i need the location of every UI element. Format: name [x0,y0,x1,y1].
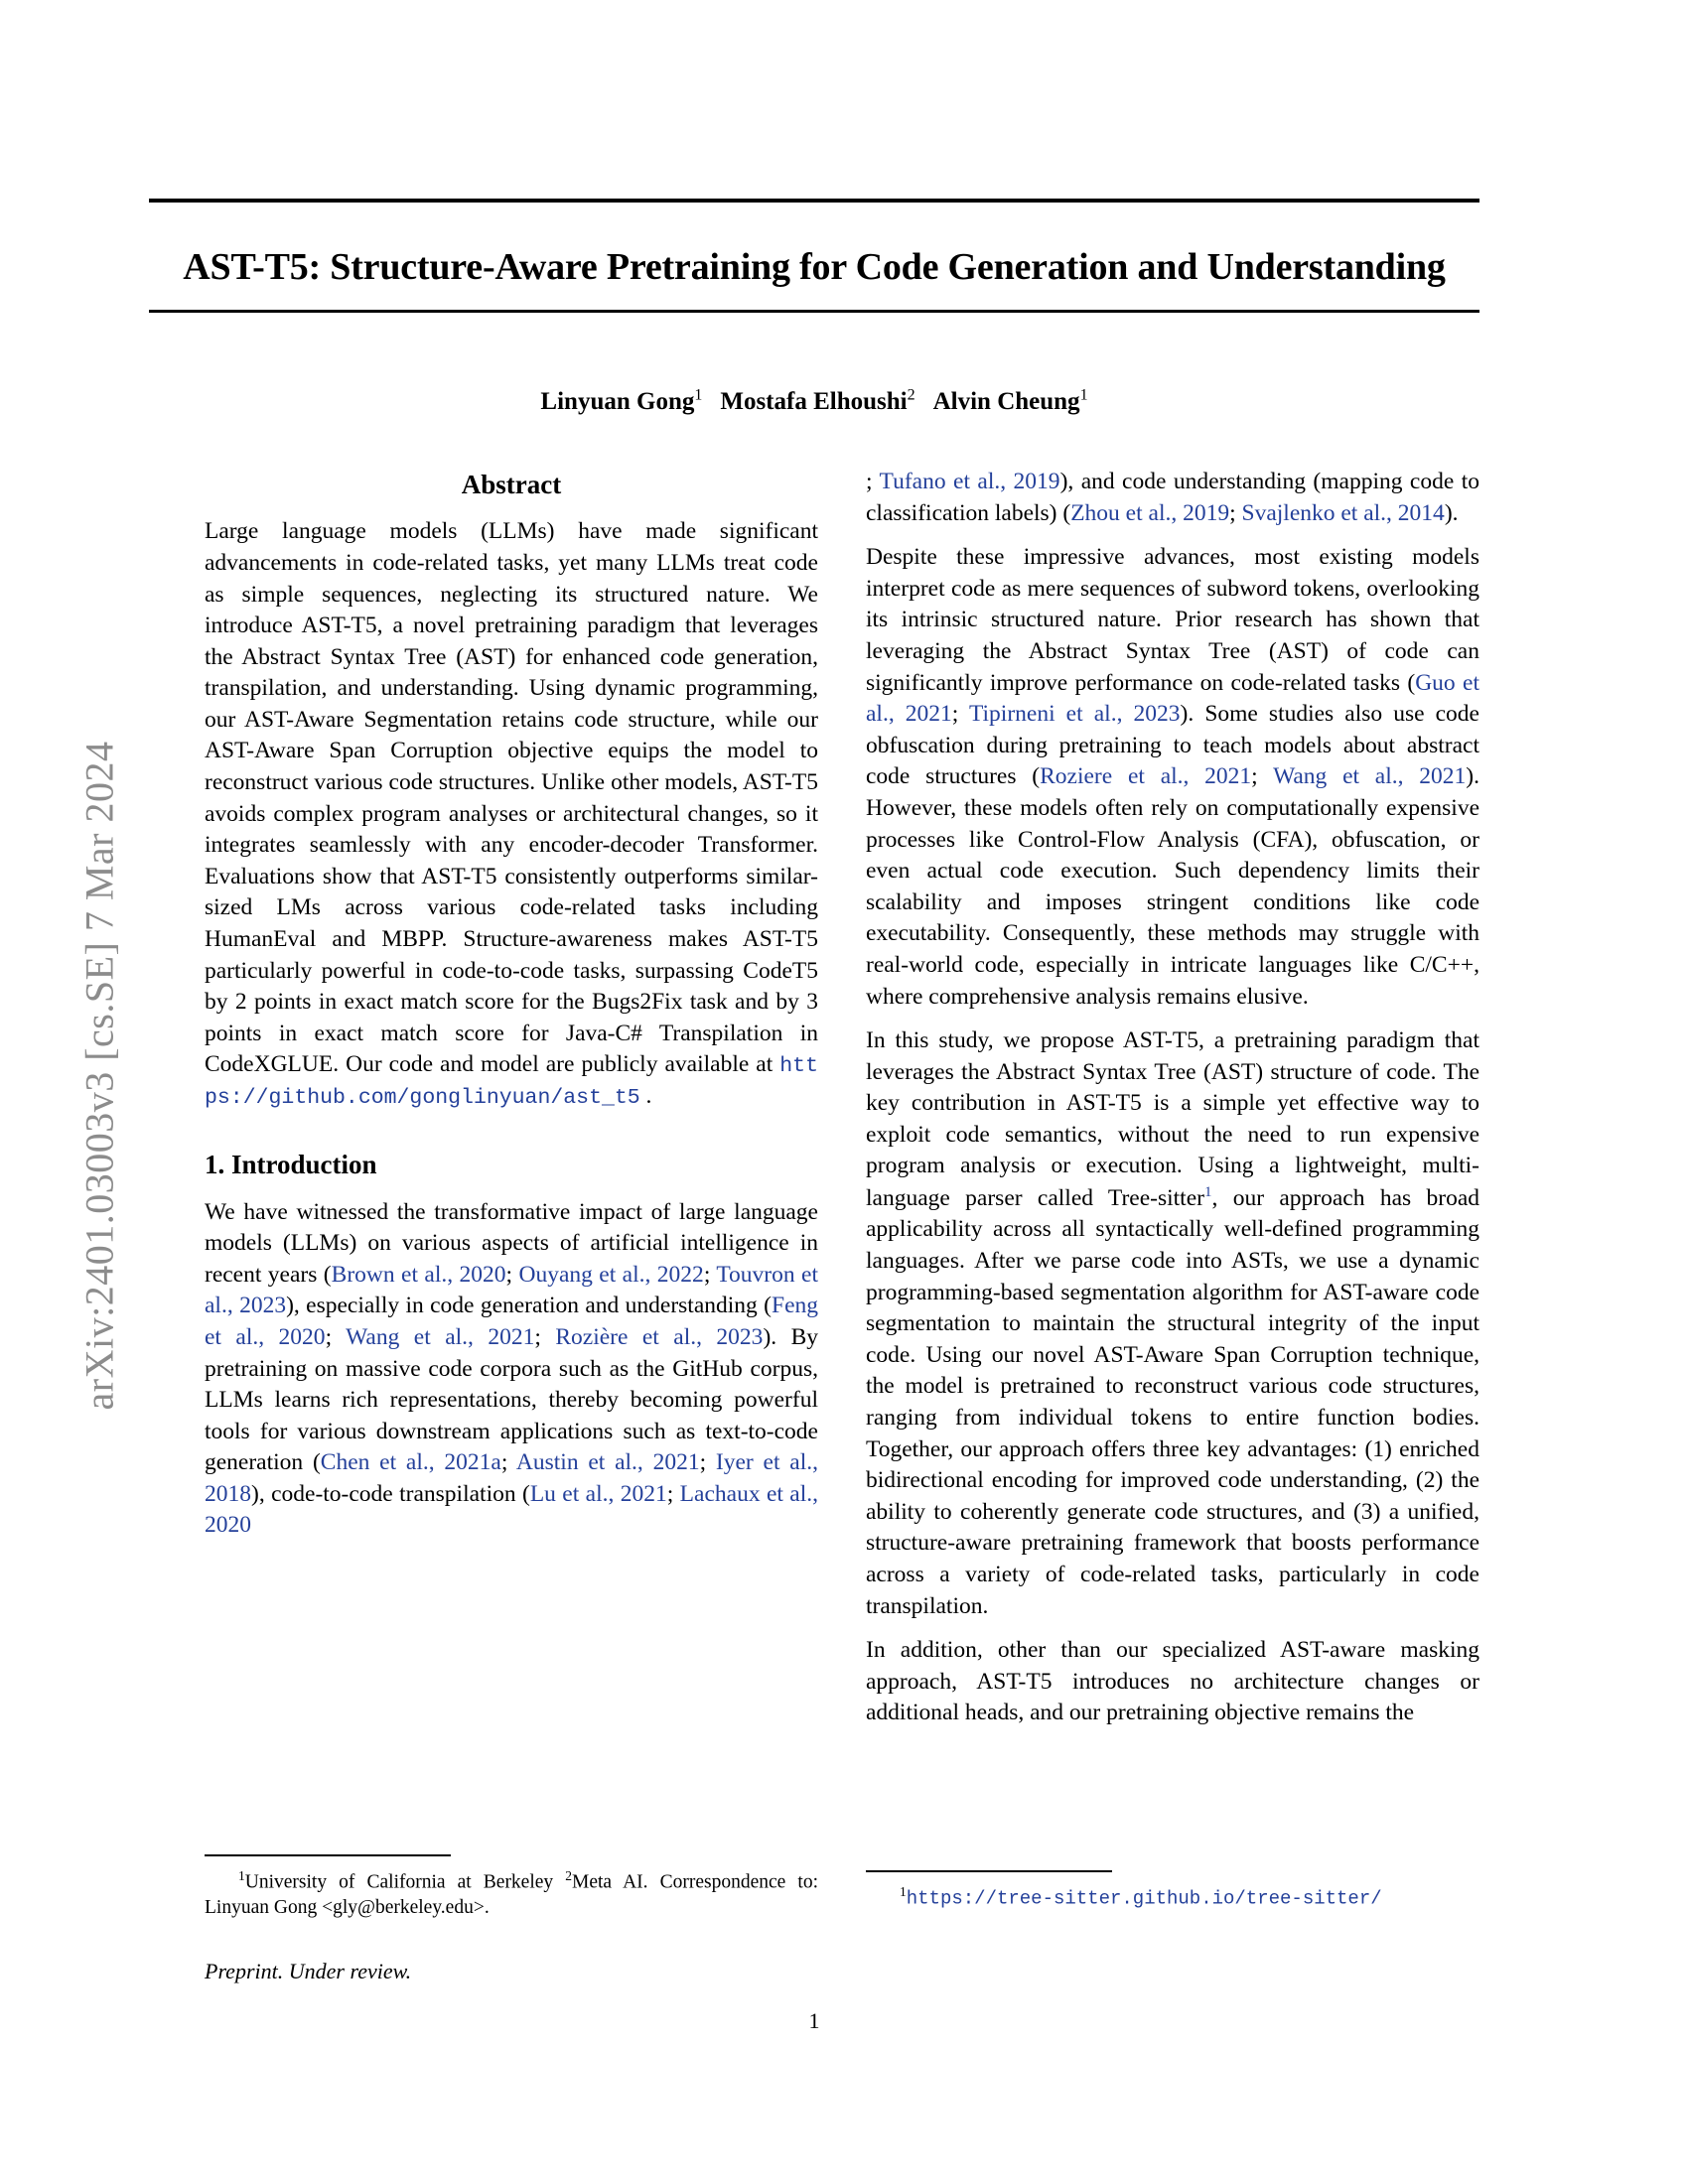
citation-svajlenko-2014[interactable]: Svajlenko et al., 2014 [1241,499,1445,526]
citation-separator: ; [325,1323,347,1350]
citation-lachaux-2020[interactable]: Lachaux et al., 2020 [205,1480,819,1539]
citation-zhou-2019[interactable]: Zhou et al., 2019 [1070,499,1230,526]
citation-separator: ; [951,701,969,728]
footnote-mark-1-right: 1 [900,1884,907,1899]
title-rule-top [149,199,1479,203]
text-segment: ). Some studies also use code obfuscation during pretraining to teach models about abstract code structures ( [866,701,1479,790]
abstract-heading: Abstract [461,470,562,499]
intro-paragraph-4: In addition, other than our specialized AST-aware masking approach, AST-T5 introduces no architecture changes or additional heads, and our pretraining objective remains the [866,1637,1479,1726]
author-3-affiliation-mark: 1 [1079,387,1088,404]
citation-lu-2021[interactable]: Lu et al., 2021 [529,1480,667,1507]
page-title: AST-T5: Structure-Aware Pretraining for Code Generation and Understanding [183,246,1446,289]
abstract-text-tail: . [639,1083,652,1110]
footnote-marker-tree-sitter[interactable]: 1 [1203,1184,1212,1201]
citation-touvron-2023[interactable]: Touvron et al., 2023 [205,1261,819,1319]
citation-feng-2020[interactable]: Feng et al., 2020 [205,1293,818,1350]
abstract-text: Large language models (LLMs) have made significant advancements in code-related tasks, yet many LLMs treat code as simple sequences, neglecting its structured nature. We introduce AST-T5, a novel pretraining paradigm that leverages the Abstract Syntax Tree (AST) for enhanced code generation, transpilation, and understanding. Using dynamic programming, our AST-Aware Segmentation retains code structure, while our AST-Aware Span Corruption objective equips the model to reconstruct various code structures. Unlike other models, AST-T5 avoids complex program analyses or architectural changes, so it integrates seamlessly with any encoder-decoder Transformer. Evaluations show that AST-T5 consistently outperforms similar-sized LMs across various code-related tasks including HumanEval and MBPP. Structure-awareness makes AST-T5 particularly powerful in code-to-code tasks, surpassing CodeT5 by 2 points in exact match score for the Bugs2Fix task and by 3 points in exact match score for Java-C# Transpilation in CodeXGLUE. Our code and model are publicly available at [205,518,818,1078]
footnote-rule-right [866,1870,1112,1872]
text-segment: ). [1444,499,1459,526]
footnote-tree-sitter [866,1870,1479,1911]
citation-tipirneni-2023[interactable]: Tipirneni et al., 2023 [968,701,1181,728]
citation-separator: ; [500,1449,516,1476]
intro-paragraph-2 [866,542,1479,1013]
title-rule-bottom [149,310,1479,313]
citation-separator: ; [699,1449,716,1476]
author-1-affiliation-mark: 1 [694,387,703,404]
citation-roziere-2023[interactable]: Rozière et al., 2023 [555,1323,764,1350]
text-segment: ). However, these models often rely on computationally expensive processes like Control-Flow Analysis (CFA), obfuscation, or even actual code execution. Such dependency limits their scalability and imposes stringent conditions like code executability. Consequently, these methods may struggle with real-world code, especially in intricate languages like C/C++, where comprehensive analysis remains elusive. [866,763,1479,1010]
affiliation-1: University of California at Berkeley [244,1871,566,1893]
left-column [205,467,818,1555]
author-2-affiliation-mark: 2 [907,387,915,404]
text-segment: We have witnessed the transformative impact of large language models (LLMs) on various aspects of artificial intelligence in recent years ( [205,1198,818,1288]
citation-guo-2021[interactable]: Guo et al., 2021 [866,669,1479,728]
intro-paragraph-1-continued [866,467,1479,529]
arxiv-stamp [0,0,122,2184]
citation-separator: ; [534,1323,556,1350]
footnote-mark-2: 2 [565,1868,572,1883]
citation-separator: ; [866,469,880,494]
citation-iyer-2018[interactable]: Iyer et al., 2018 [205,1449,818,1507]
affiliation-2-and-correspondence: Meta AI. Correspondence to: Linyuan Gong <gly@berkeley.edu>. [205,1871,818,1918]
text-segment: Despite these impressive advances, most existing models interpret code as mere sequences of subword tokens, overlooking its intrinsic structured nature. Prior research has shown that leveraging the Abstract Syntax Tree (AST) of code can significantly improve performance on code-related tasks ( [866,544,1479,696]
right-column [866,467,1479,1729]
github-link[interactable]: https://github.com/gonglinyuan/ast_t5 [205,1054,818,1111]
author-1-name: Linyuan Gong [540,388,695,416]
text-segment: , our approach has broad applicability across all syntactically well-defined programming languages. After we parse code into ASTs, we use a dynamic programming-based segmentation algorithm for AST-aware code segmentation to maintain the structural integrity of the input code. Using our novel AST-Aware Span Corruption technique, the model is pretrained to reconstruct various code structures, ranging from individual tokens to entire function bodies. Together, our approach offers three key advantages: (1) enriched bidirectional encoding for improved code understanding, (2) the ability to coherently generate code structures, and (3) a unified, structure-aware pretraining framework that boosts performance across a variety of code-related tasks, particularly in code transpilation. [866,1184,1479,1619]
author-2-name: Mostafa Elhoushi [720,388,908,416]
footnote-affiliations [205,1854,818,1920]
intro-paragraph-1 [205,1197,818,1543]
author-3 [933,388,1088,415]
page-number: 1 [808,2008,820,2033]
citation-roziere-2021[interactable]: Roziere et al., 2021 [1040,763,1252,790]
abstract-body [205,516,818,1113]
citation-separator: ; [505,1261,519,1288]
author-2 [720,388,914,415]
citation-separator: ; [666,1480,680,1507]
citation-separator: ; [1251,763,1274,790]
author-3-name: Alvin Cheung [932,388,1080,416]
citation-wang-2021b[interactable]: Wang et al., 2021 [1273,763,1467,790]
citation-separator: ; [703,1261,717,1288]
citation-wang-2021[interactable]: Wang et al., 2021 [346,1323,535,1350]
tree-sitter-link[interactable]: https://tree-sitter.github.io/tree-sitter/ [906,1887,1382,1910]
citation-brown-2020[interactable]: Brown et al., 2020 [331,1261,506,1288]
author-1 [540,388,702,415]
text-segment: In this study, we propose AST-T5, a pretraining paradigm that leverages the Abstract Syntax Tree (AST) structure of code. The key contribution in AST-T5 is a simple yet effective way to exploit code semantics, without the need to run expensive program analysis or execution. Using a lightweight, multi-language parser called Tree-sitter [866,1027,1479,1211]
citation-chen-2021a[interactable]: Chen et al., 2021a [320,1449,501,1476]
citation-separator: ; [1229,499,1242,526]
text-segment: ). By pretraining on massive code corpora such as the GitHub corpus, LLMs learns rich representations, thereby becoming powerful tools for various downstream applications such as text-to-code generation ( [205,1323,819,1476]
paper-page [149,0,1539,2184]
footnote-rule-left [205,1854,451,1856]
intro-paragraph-3 [866,1025,1479,1622]
author-list [149,387,1479,416]
footnote-affiliation-text [205,1867,818,1920]
citation-ouyang-2022[interactable]: Ouyang et al., 2022 [518,1261,704,1288]
preprint-status-note: Preprint. Under review. [205,1959,412,1983]
text-segment: ), especially in code generation and understanding ( [286,1293,772,1319]
footnote-mark-1: 1 [238,1868,245,1883]
citation-tufano-2019[interactable]: Tufano et al., 2019 [879,469,1060,494]
footnote-tree-sitter-text [866,1883,1479,1911]
text-segment: ), and code understanding (mapping code to classification labels) ( [866,469,1479,526]
arxiv-stamp-text: arXiv:2401.03003v3 [cs.SE] 7 Mar 2024 [76,741,122,1411]
section-heading-introduction: 1. Introduction [205,1150,377,1180]
citation-austin-2021[interactable]: Austin et al., 2021 [515,1449,700,1476]
text-segment: ), code-to-code transpilation ( [251,1480,530,1507]
